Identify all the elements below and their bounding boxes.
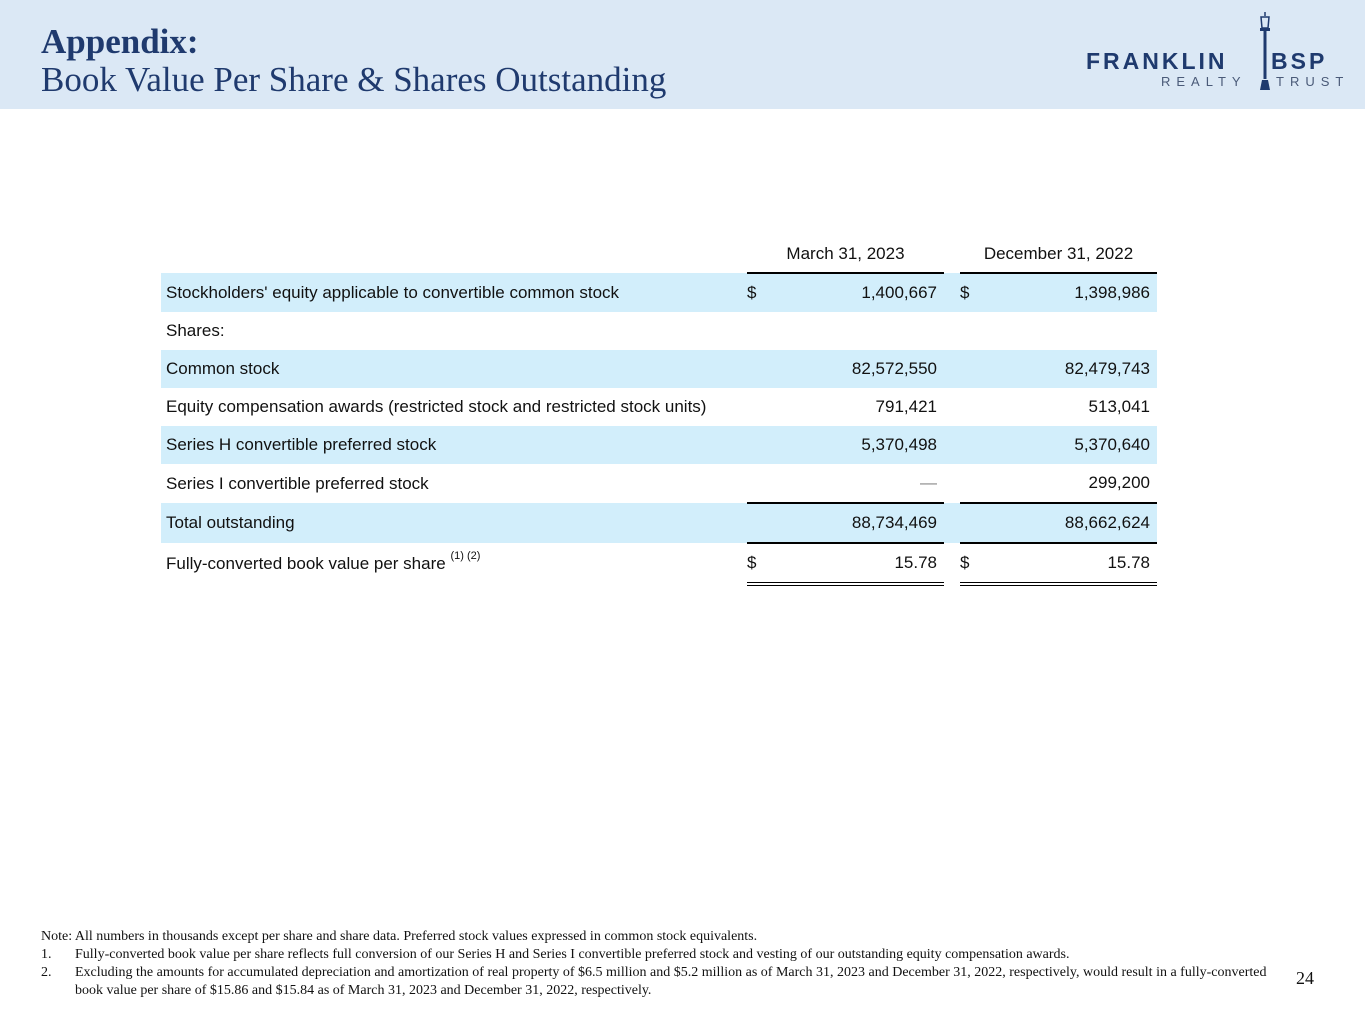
row-label-text: Fully-converted book value per share xyxy=(166,553,446,573)
footnote-number: 2. xyxy=(41,965,52,980)
table-row xyxy=(161,273,1157,312)
value-march-2023: 82,572,550 xyxy=(771,350,944,388)
row-label xyxy=(161,543,740,584)
value-december-2022: 1,398,986 xyxy=(984,273,1157,312)
value-december-2022: 299,200 xyxy=(984,464,1157,503)
logo-word-trust: TRUST xyxy=(1276,74,1350,89)
row-label: Series I convertible preferred stock xyxy=(166,473,429,493)
table-row-book-value xyxy=(161,543,1157,584)
value-march-2023: 88,734,469 xyxy=(771,503,944,543)
lamp-post-icon xyxy=(1256,12,1274,92)
column-header-december-2022: December 31, 2022 xyxy=(960,236,1157,273)
footnote-number: 1. xyxy=(41,947,52,962)
currency-symbol: $ xyxy=(747,273,771,312)
footnote-2 xyxy=(41,964,1291,1000)
currency-symbol: $ xyxy=(960,273,984,312)
table-row xyxy=(161,426,1157,464)
table-row xyxy=(161,464,1157,503)
logo-word-bsp: BSP xyxy=(1271,48,1328,74)
row-label: Series H convertible preferred stock xyxy=(161,426,740,464)
value-december-2022: 15.78 xyxy=(984,543,1157,584)
footnote-text: Excluding the amounts for accumulated depreciation and amortization of real property of $6.5 million and $5.2 million as of March 31, 2023 and December 31, 2022, respectively, would result in a fully-converted book value per share of $15.86 and $15.84 as of March 31, 2023 and December 31, 2022, respectively. xyxy=(75,965,1267,998)
value-march-2023: 15.78 xyxy=(771,543,944,584)
value-december-2022: 88,662,624 xyxy=(984,503,1157,543)
table-row xyxy=(161,350,1157,388)
footnote-text: Fully-converted book value per share reflects full conversion of our Series H and Series I convertible preferred stock and vesting of our outstanding equity compensation awards. xyxy=(75,947,1070,962)
value-december-2022: 82,479,743 xyxy=(984,350,1157,388)
book-value-table xyxy=(161,236,1157,586)
value-march-2023: — xyxy=(771,464,944,503)
table-row xyxy=(161,312,1157,350)
franklin-bsp-logo xyxy=(1084,12,1354,94)
currency-symbol: $ xyxy=(960,543,984,584)
row-label: Shares: xyxy=(166,321,225,340)
footnotes xyxy=(41,928,1291,1000)
header-band xyxy=(0,0,1365,109)
footnote-1 xyxy=(41,946,1291,964)
row-label: Total outstanding xyxy=(161,503,740,543)
row-label: Common stock xyxy=(161,350,740,388)
page-subtitle: Book Value Per Share & Shares Outstanding xyxy=(41,60,667,99)
page-title: Appendix: xyxy=(41,22,199,61)
column-header-march-2023: March 31, 2023 xyxy=(747,236,944,273)
footnote-reference: (1) (2) xyxy=(450,549,481,562)
table-row xyxy=(161,388,1157,426)
value-march-2023: 5,370,498 xyxy=(771,426,944,464)
value-march-2023: 1,400,667 xyxy=(771,273,944,312)
note-text: Note: All numbers in thousands except per share and share data. Preferred stock values expressed in common stock equivalents. xyxy=(41,929,758,944)
table-row-total xyxy=(161,503,1157,543)
table-header-row xyxy=(161,236,1157,273)
logo-word-realty: REALTY xyxy=(1161,74,1247,89)
value-december-2022: 5,370,640 xyxy=(984,426,1157,464)
currency-symbol: $ xyxy=(747,543,771,584)
page-number: 24 xyxy=(1296,968,1314,988)
logo-word-franklin: FRANKLIN xyxy=(1086,48,1228,74)
row-label: Stockholders' equity applicable to convertible common stock xyxy=(161,273,740,312)
value-march-2023: 791,421 xyxy=(875,397,937,416)
row-label: Equity compensation awards (restricted stock and restricted stock units) xyxy=(166,397,707,416)
value-december-2022: 513,041 xyxy=(1088,397,1150,416)
